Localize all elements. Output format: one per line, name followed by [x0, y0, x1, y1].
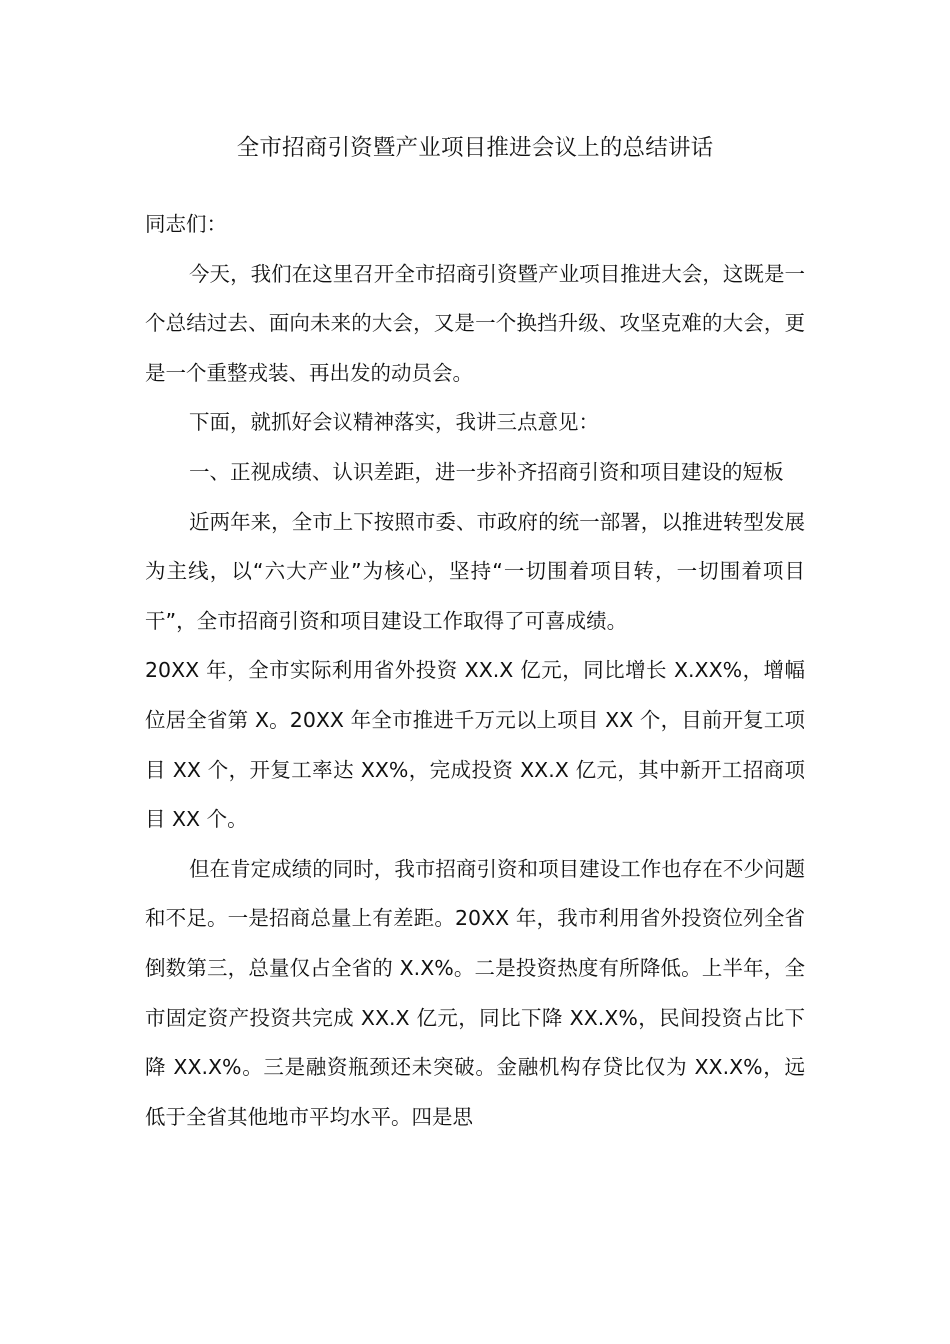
paragraph-intro: 下面，就抓好会议精神落实，我讲三点意见： [189, 410, 599, 435]
paragraph-problems: 但在肯定成绩的同时，我市招商引资和项目建设工作也存在不少问题和不足。一是招商总量上有差距。20XX 年，我市利用省外投资位列全省倒数第三，总量仅占全省的 X.X%。二是投资热度有所降低。上半年，全市固定资产投资共完成 XX.X 亿元，同比下降 XX.X%，民间投资占比下降 XX.X%。三是融资瓶颈还未突破。金融机构存贷比仅为 XX.X%，远低于全省其他地市平均水平。四是思 [145, 856, 805, 1129]
document-title: 全市招商引资暨产业项目推进会议上的总结讲话 [236, 135, 714, 161]
salutation: 同志们： [145, 212, 227, 236]
paragraph-opening: 今天，我们在这里召开全市招商引资暨产业项目推进大会，这既是一个总结过去、面向未来的大会，又是一个换挡升级、攻坚克难的大会，更是一个重整戎装、再出发的动员会。 [145, 261, 805, 385]
paragraph-statistics: 20XX 年，全市实际利用省外投资 XX.X 亿元，同比增长 X.XX%，增幅位居全省第 X。20XX 年全市推进千万元以上项目 XX 个，目前开复工项目 XX 个，开复工率达 XX%，完成投资 XX.X 亿元，其中新开工招商项目 XX 个。 [145, 658, 805, 832]
paragraph-achievements: 近两年来，全市上下按照市委、市政府的统一部署，以推进转型发展为主线，以“六大产业”为核心，坚持“一切围着项目转，一切围着项目干”，全市招商引资和项目建设工作取得了可喜成绩。 [145, 509, 805, 633]
document-body [145, 200, 805, 1142]
section-heading-1: 一、正视成绩、认识差距，进一步补齐招商引资和项目建设的短板 [189, 459, 784, 484]
